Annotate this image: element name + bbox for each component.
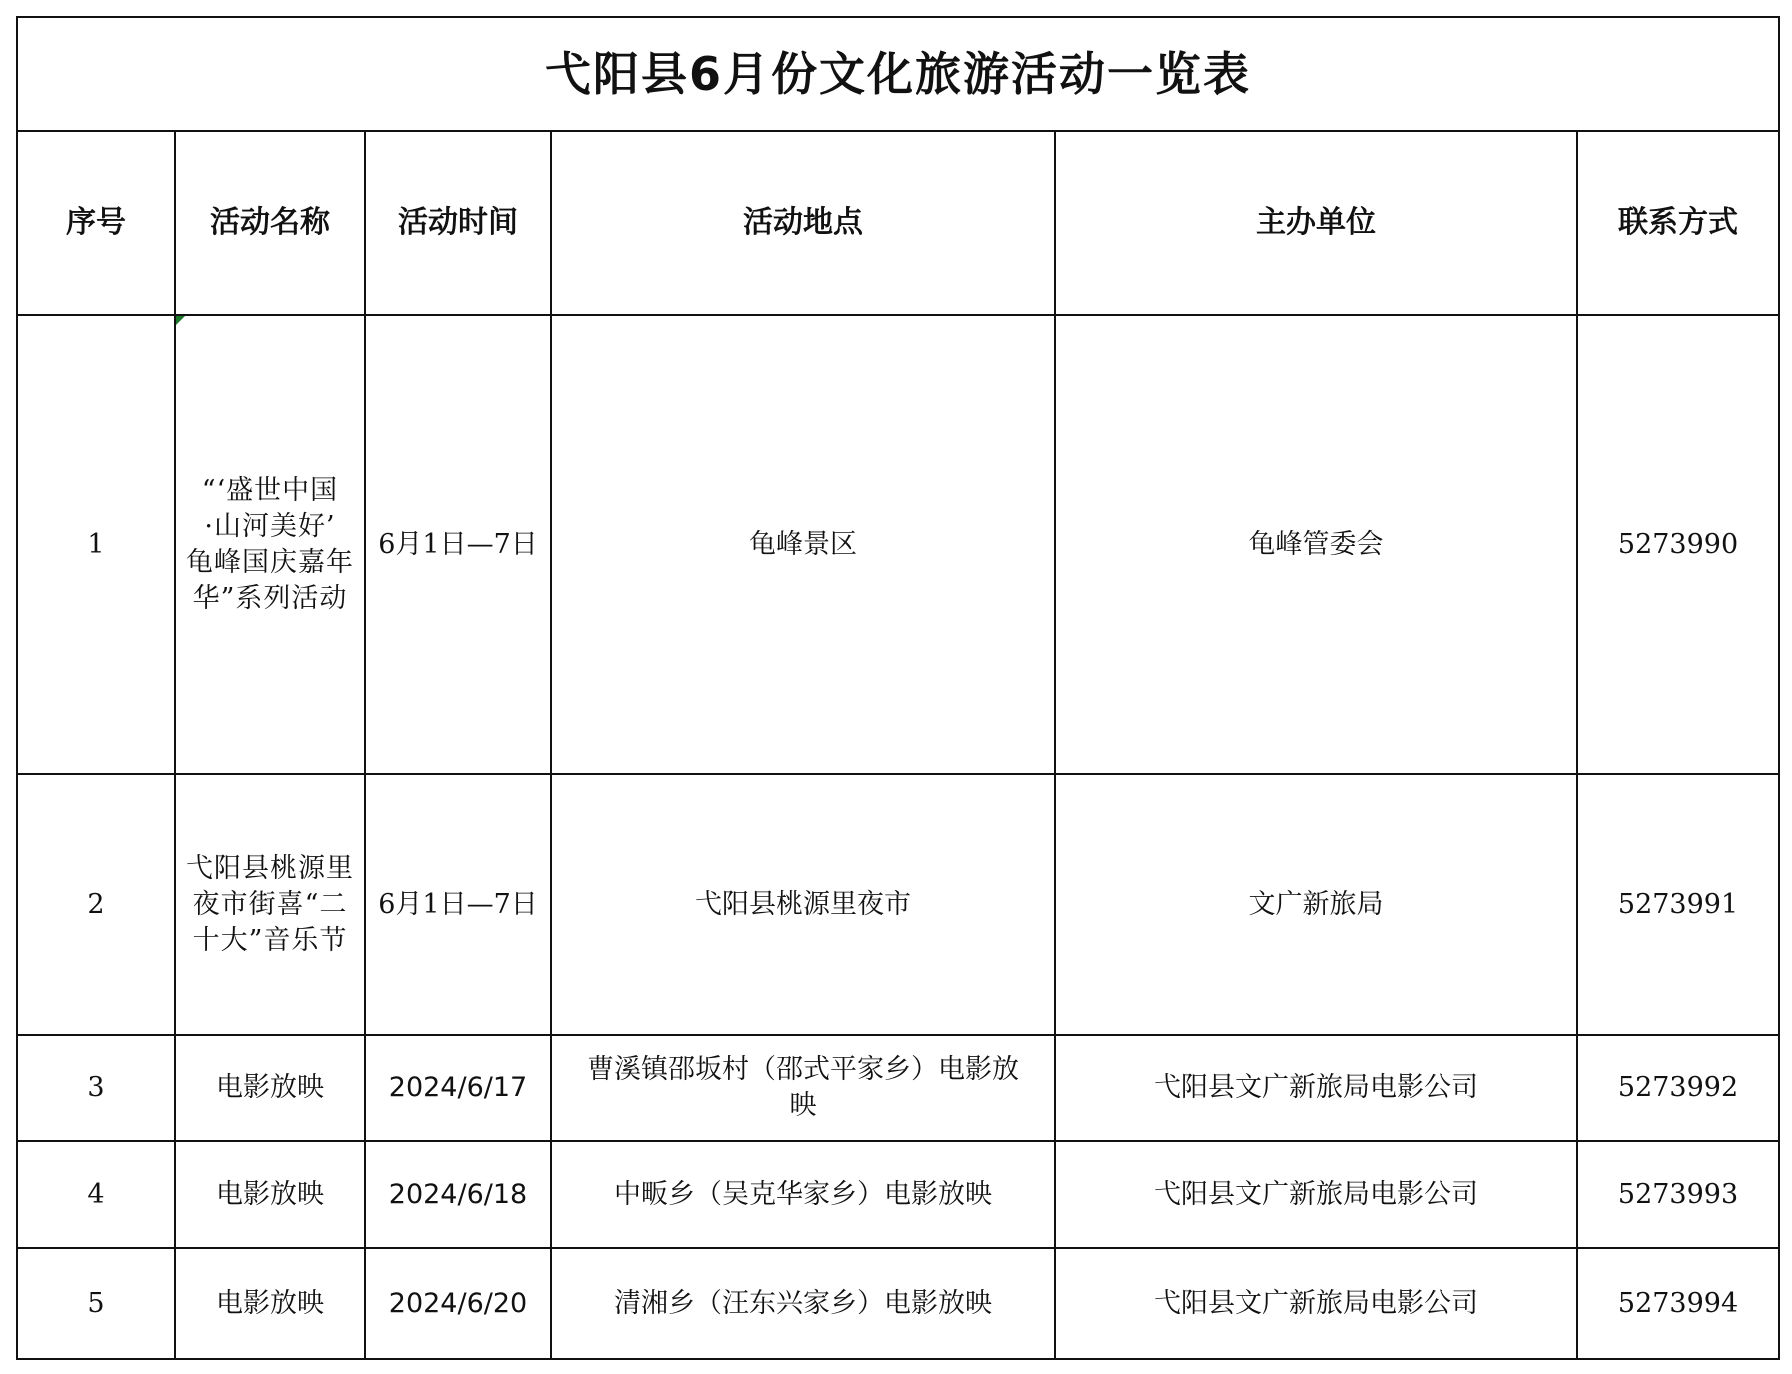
cell-time: 6月1日—7日	[365, 774, 551, 1035]
cell-name-line: 龟峰国庆嘉年	[186, 546, 354, 578]
cell-organizer: 弋阳县文广新旅局电影公司	[1055, 1141, 1577, 1248]
cell-name	[175, 774, 365, 1035]
cell-contact: 5273994	[1577, 1248, 1779, 1359]
cell-location: 龟峰景区	[551, 315, 1055, 774]
cell-index: 4	[17, 1141, 175, 1248]
cell-organizer: 弋阳县文广新旅局电影公司	[1055, 1035, 1577, 1141]
cell-time: 6月1日—7日	[365, 315, 551, 774]
cell-location: 弋阳县桃源里夜市	[551, 774, 1055, 1035]
cell-contact: 5273991	[1577, 774, 1779, 1035]
table-row	[17, 1035, 1779, 1141]
header-name: 活动名称	[175, 131, 365, 315]
title-row	[17, 17, 1779, 131]
cell-location: 中畈乡（吴克华家乡）电影放映	[551, 1141, 1055, 1248]
table-row	[17, 1248, 1779, 1359]
cell-organizer: 文广新旅局	[1055, 774, 1577, 1035]
cell-name: 电影放映	[175, 1035, 365, 1141]
cell-index: 3	[17, 1035, 175, 1141]
cell-contact: 5273990	[1577, 315, 1779, 774]
header-location: 活动地点	[551, 131, 1055, 315]
table-row	[17, 315, 1779, 774]
cell-time: 2024/6/20	[365, 1248, 551, 1359]
cell-organizer: 弋阳县文广新旅局电影公司	[1055, 1248, 1577, 1359]
cell-location-line: 映	[789, 1090, 817, 1121]
cell-time: 2024/6/17	[365, 1035, 551, 1141]
activity-table	[16, 16, 1780, 1360]
header-organizer: 主办单位	[1055, 131, 1577, 315]
cell-name-line: 弋阳县桃源里	[186, 852, 354, 884]
cell-name: 电影放映	[175, 1248, 365, 1359]
table-row	[17, 1141, 1779, 1248]
cell-organizer: 龟峰管委会	[1055, 315, 1577, 774]
page-title: 弋阳县6月份文化旅游活动一览表	[17, 17, 1779, 131]
cell-name-line: 华”系列活动	[192, 582, 348, 614]
cell-name: 电影放映	[175, 1141, 365, 1248]
header-time: 活动时间	[365, 131, 551, 315]
cell-contact: 5273992	[1577, 1035, 1779, 1141]
cell-name-line: 十大”音乐节	[192, 924, 348, 956]
cell-time: 2024/6/18	[365, 1141, 551, 1248]
cell-name-line: 夜市街喜“二	[192, 888, 348, 920]
cell-name-line: “‘盛世中国	[201, 474, 339, 506]
cell-location-line: 曹溪镇邵坂村（邵式平家乡）电影放	[587, 1054, 1019, 1085]
table-row	[17, 774, 1779, 1035]
header-contact: 联系方式	[1577, 131, 1779, 315]
cell-contact: 5273993	[1577, 1141, 1779, 1248]
cell-index: 1	[17, 315, 175, 774]
cell-index: 2	[17, 774, 175, 1035]
cell-location	[551, 1035, 1055, 1141]
cell-name-line: ·山河美好’	[204, 510, 336, 542]
header-row	[17, 131, 1779, 315]
header-index: 序号	[17, 131, 175, 315]
cell-location: 清湘乡（汪东兴家乡）电影放映	[551, 1248, 1055, 1359]
comment-marker-icon	[176, 316, 185, 325]
cell-index: 5	[17, 1248, 175, 1359]
cell-name	[175, 315, 365, 774]
